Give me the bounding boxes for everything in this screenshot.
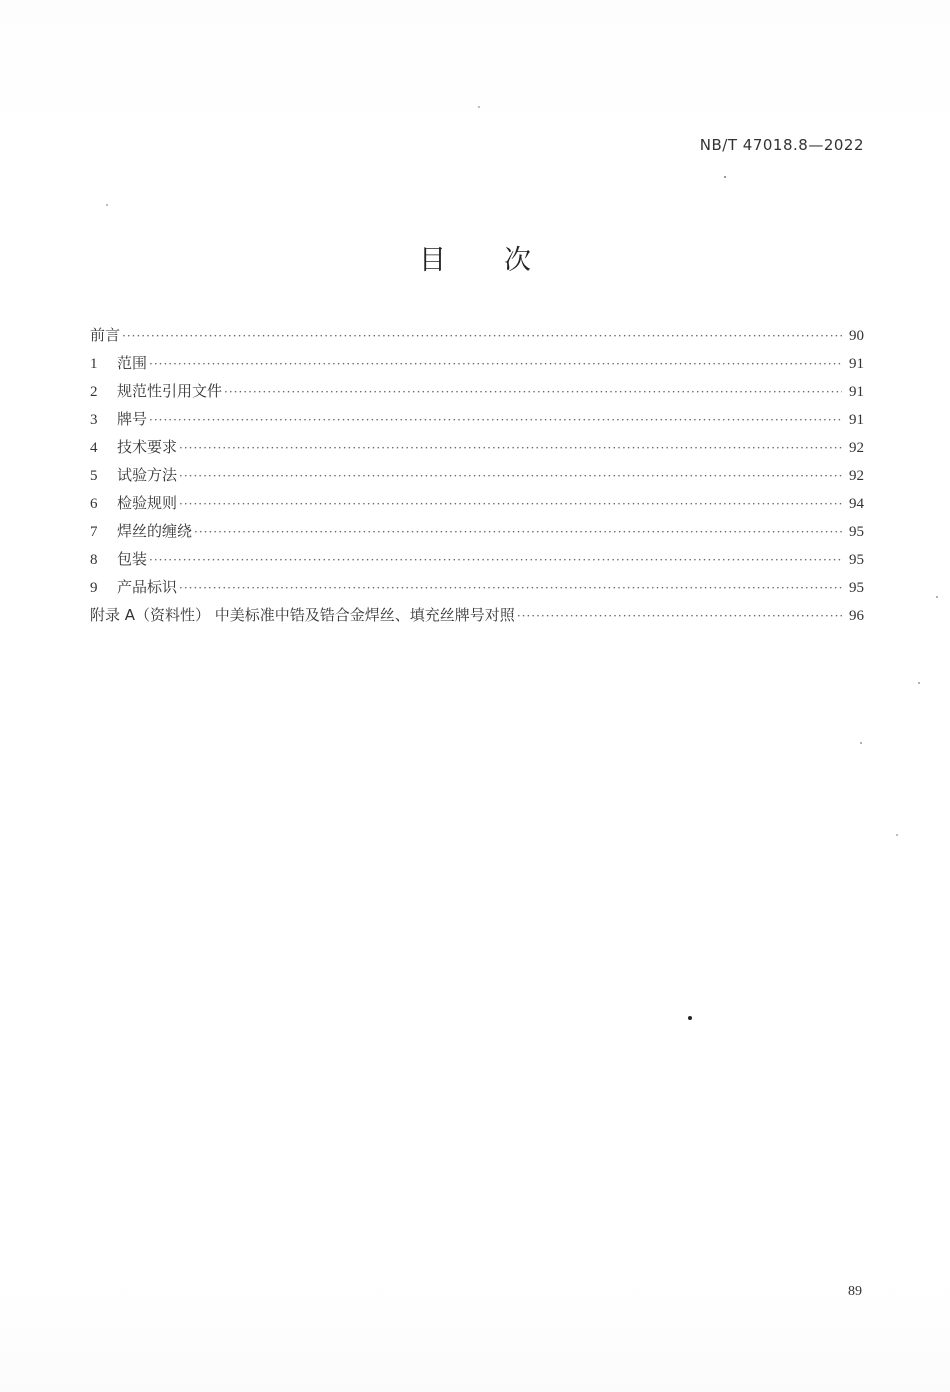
toc-entry-label: 范围: [117, 354, 148, 372]
leader-dots: [179, 441, 842, 455]
toc-entry-number: 7: [90, 524, 98, 540]
toc-entry-page: 91: [849, 356, 864, 372]
toc-entry-number: 8: [90, 552, 98, 568]
scan-speck: [936, 596, 938, 598]
toc-entry-number: 3: [90, 412, 98, 428]
leader-dots: [149, 357, 842, 371]
toc-entry-foreword[interactable]: [90, 324, 864, 352]
toc-entry-appendix-a[interactable]: [90, 604, 864, 632]
leader-dots: [149, 553, 842, 567]
scan-speck: [724, 176, 726, 178]
toc-entry-label: 焊丝的缠绕: [117, 522, 193, 540]
toc-title: [0, 238, 950, 277]
toc-entry-number: 5: [90, 468, 98, 484]
toc-entry-6[interactable]: [90, 492, 864, 520]
toc-entry-page: 91: [849, 384, 864, 400]
scan-speck: [478, 106, 480, 108]
toc-entry-7[interactable]: [90, 520, 864, 548]
toc-entry-label: 检验规则: [117, 494, 178, 512]
leader-dots: [179, 469, 842, 483]
scan-speck: [688, 1016, 692, 1020]
leader-dots: [122, 329, 842, 343]
leader-dots: [194, 525, 842, 539]
leader-dots: [179, 497, 842, 511]
scan-speck: [860, 742, 862, 744]
toc-entry-label: 前言: [90, 326, 121, 344]
toc-entry-page: 96: [849, 608, 864, 624]
toc-entry-number: 2: [90, 384, 98, 400]
leader-dots: [517, 609, 842, 623]
toc-entry-1[interactable]: [90, 352, 864, 380]
toc-entry-label: 试验方法: [117, 466, 178, 484]
toc-entry-page: 95: [849, 580, 864, 596]
toc-title-char-2: 次: [504, 245, 531, 276]
scan-speck: [896, 834, 898, 836]
toc-entry-5[interactable]: [90, 464, 864, 492]
toc-entry-label: 附录 A（资料性） 中美标准中锆及锆合金焊丝、填充丝牌号对照: [90, 606, 515, 624]
toc-entry-label: 产品标识: [117, 578, 178, 596]
leader-dots: [179, 581, 842, 595]
toc-entry-number: 4: [90, 440, 98, 456]
toc-entry-page: 95: [849, 524, 864, 540]
scan-speck: [106, 204, 108, 206]
toc-entry-page: 92: [849, 468, 864, 484]
leader-dots: [149, 413, 842, 427]
toc-entry-2[interactable]: [90, 380, 864, 408]
page-number: 89: [848, 1284, 862, 1299]
toc-entry-page: 91: [849, 412, 864, 428]
toc-entry-page: 95: [849, 552, 864, 568]
toc-entry-3[interactable]: [90, 408, 864, 436]
toc-entry-label: 牌号: [117, 410, 148, 428]
toc-entry-number: 9: [90, 580, 98, 596]
toc-entry-page: 94: [849, 496, 864, 512]
toc-entry-number: 6: [90, 496, 98, 512]
table-of-contents: [90, 324, 864, 632]
standard-code: NB/T 47018.8—2022: [699, 136, 864, 154]
toc-entry-4[interactable]: [90, 436, 864, 464]
toc-entry-label: 规范性引用文件: [117, 382, 223, 400]
toc-title-char-1: 目: [419, 245, 446, 276]
toc-entry-page: 90: [849, 328, 864, 344]
toc-entry-label: 包装: [117, 550, 148, 568]
toc-entry-9[interactable]: [90, 576, 864, 604]
scan-speck: [918, 682, 920, 684]
leader-dots: [224, 385, 842, 399]
toc-entry-8[interactable]: [90, 548, 864, 576]
toc-entry-label: 技术要求: [117, 438, 178, 456]
toc-entry-page: 92: [849, 440, 864, 456]
toc-entry-number: 1: [90, 356, 98, 372]
